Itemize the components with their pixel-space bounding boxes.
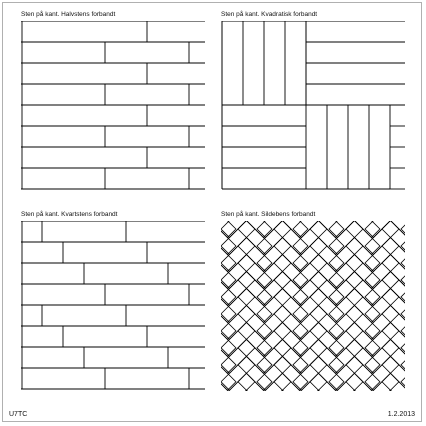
herringbone-brick bbox=[221, 288, 255, 322]
herringbone-brick bbox=[346, 238, 380, 272]
herringbone-brick bbox=[274, 339, 308, 373]
herringbone-brick bbox=[238, 221, 272, 254]
herringbone-brick bbox=[257, 305, 291, 339]
herringbone-brick bbox=[329, 339, 363, 373]
herringbone-brick bbox=[365, 356, 399, 390]
herringbone-brick bbox=[293, 390, 327, 391]
herringbone-brick bbox=[310, 288, 344, 322]
herringbone-brick bbox=[329, 271, 363, 305]
herringbone-brick bbox=[310, 390, 344, 391]
herringbone-brick bbox=[221, 390, 255, 391]
herringbone-brick bbox=[293, 339, 327, 373]
herringbone-brick bbox=[329, 288, 363, 322]
herringbone-brick bbox=[365, 271, 399, 305]
herringbone-brick bbox=[221, 305, 236, 339]
herringbone-brick bbox=[274, 221, 308, 254]
drawing-code: U7TC bbox=[9, 411, 28, 418]
herringbone-brick bbox=[365, 305, 399, 339]
herringbone-brick bbox=[310, 373, 344, 391]
herringbone-brick bbox=[238, 356, 272, 390]
herringbone-brick bbox=[257, 356, 291, 390]
herringbone-brick bbox=[257, 221, 291, 254]
herringbone-brick bbox=[257, 322, 291, 356]
herringbone-brick bbox=[310, 322, 344, 356]
herringbone-brick bbox=[365, 339, 399, 373]
drawing-sheet bbox=[2, 2, 422, 422]
herringbone-brick bbox=[346, 390, 380, 391]
herringbone-brick bbox=[346, 288, 380, 322]
herringbone-brick bbox=[274, 373, 308, 391]
herringbone-brick bbox=[329, 305, 363, 339]
herringbone-brick bbox=[310, 238, 344, 272]
herringbone-brick bbox=[329, 254, 363, 288]
herringbone-brick bbox=[221, 254, 236, 288]
herringbone-brick bbox=[346, 356, 380, 390]
herringbone-brick bbox=[274, 238, 308, 272]
herringbone-brick bbox=[293, 305, 327, 339]
herringbone-brick bbox=[293, 356, 327, 390]
herringbone-brick bbox=[329, 356, 363, 390]
herringbone-brick bbox=[365, 238, 399, 272]
herringbone-brick bbox=[329, 322, 363, 356]
herringbone-brick bbox=[365, 254, 399, 288]
herringbone-brick bbox=[257, 254, 291, 288]
drawing-date: 1.2.2013 bbox=[387, 411, 415, 418]
herringbone-brick bbox=[401, 390, 405, 391]
kvartstens-pattern bbox=[21, 221, 205, 391]
herringbone-brick bbox=[257, 271, 291, 305]
herringbone-brick bbox=[274, 390, 308, 391]
herringbone-brick bbox=[346, 254, 380, 288]
herringbone-brick bbox=[221, 271, 255, 305]
herringbone-brick bbox=[238, 238, 272, 272]
herringbone-brick bbox=[274, 322, 308, 356]
herringbone-brick bbox=[346, 271, 380, 305]
herringbone-brick bbox=[346, 322, 380, 356]
herringbone-brick bbox=[310, 271, 344, 305]
herringbone-brick bbox=[221, 221, 236, 254]
herringbone-brick bbox=[221, 238, 255, 272]
herringbone-brick bbox=[221, 254, 255, 288]
panel-title-sildebens: Sten på kant. Sildebens forbandt bbox=[221, 211, 316, 218]
herringbone-brick bbox=[238, 288, 272, 322]
herringbone-brick bbox=[238, 254, 272, 288]
herringbone-brick bbox=[382, 390, 405, 391]
herringbone-brick bbox=[221, 221, 255, 254]
herringbone-brick bbox=[293, 288, 327, 322]
herringbone-brick bbox=[274, 254, 308, 288]
herringbone-brick bbox=[257, 238, 291, 272]
herringbone-brick bbox=[293, 221, 327, 254]
herringbone-brick bbox=[310, 254, 344, 288]
herringbone-brick bbox=[293, 254, 327, 288]
herringbone-brick bbox=[257, 339, 291, 373]
herringbone-brick bbox=[238, 322, 272, 356]
herringbone-brick bbox=[293, 322, 327, 356]
herringbone-brick bbox=[238, 373, 272, 391]
herringbone-brick bbox=[329, 390, 363, 391]
herringbone-brick bbox=[346, 373, 380, 391]
herringbone-brick bbox=[293, 238, 327, 272]
herringbone-brick bbox=[221, 339, 255, 373]
kvadratisk-pattern bbox=[221, 21, 405, 191]
halvstens-pattern bbox=[21, 21, 205, 191]
herringbone-brick bbox=[274, 288, 308, 322]
herringbone-brick bbox=[310, 221, 344, 254]
herringbone-brick bbox=[310, 339, 344, 373]
herringbone-brick bbox=[221, 238, 236, 272]
herringbone-brick bbox=[293, 271, 327, 305]
herringbone-brick bbox=[257, 288, 291, 322]
herringbone-brick bbox=[365, 322, 399, 356]
panel-title-kvartstens: Sten på kant. Kvartstens forbandt bbox=[21, 211, 118, 218]
herringbone-brick bbox=[310, 356, 344, 390]
herringbone-brick bbox=[238, 305, 272, 339]
herringbone-brick bbox=[257, 390, 291, 391]
herringbone-brick bbox=[221, 322, 236, 356]
herringbone-brick bbox=[221, 271, 236, 305]
herringbone-brick bbox=[365, 390, 399, 391]
herringbone-brick bbox=[274, 356, 308, 390]
herringbone-brick bbox=[221, 373, 236, 391]
herringbone-brick bbox=[221, 322, 255, 356]
herringbone-brick bbox=[274, 271, 308, 305]
herringbone-brick bbox=[329, 221, 363, 254]
herringbone-brick bbox=[346, 221, 380, 254]
herringbone-brick bbox=[310, 305, 344, 339]
herringbone-bricks bbox=[221, 221, 405, 391]
sildebens-pattern bbox=[221, 221, 405, 391]
herringbone-brick bbox=[365, 288, 399, 322]
herringbone-brick bbox=[221, 339, 236, 373]
herringbone-brick bbox=[221, 221, 236, 238]
herringbone-brick bbox=[346, 305, 380, 339]
herringbone-brick bbox=[365, 221, 399, 254]
herringbone-brick bbox=[221, 356, 255, 390]
herringbone-brick bbox=[238, 271, 272, 305]
herringbone-brick bbox=[221, 305, 255, 339]
herringbone-brick bbox=[221, 288, 236, 322]
herringbone-brick bbox=[238, 390, 272, 391]
herringbone-brick bbox=[274, 305, 308, 339]
panel-title-halvstens: Sten på kant. Halvstens forbandt bbox=[21, 11, 116, 18]
herringbone-brick bbox=[221, 356, 236, 390]
herringbone-brick bbox=[238, 339, 272, 373]
herringbone-brick bbox=[329, 238, 363, 272]
herringbone-brick bbox=[346, 339, 380, 373]
panel-title-kvadratisk: Sten på kant. Kvadratisk forbandt bbox=[221, 11, 318, 18]
